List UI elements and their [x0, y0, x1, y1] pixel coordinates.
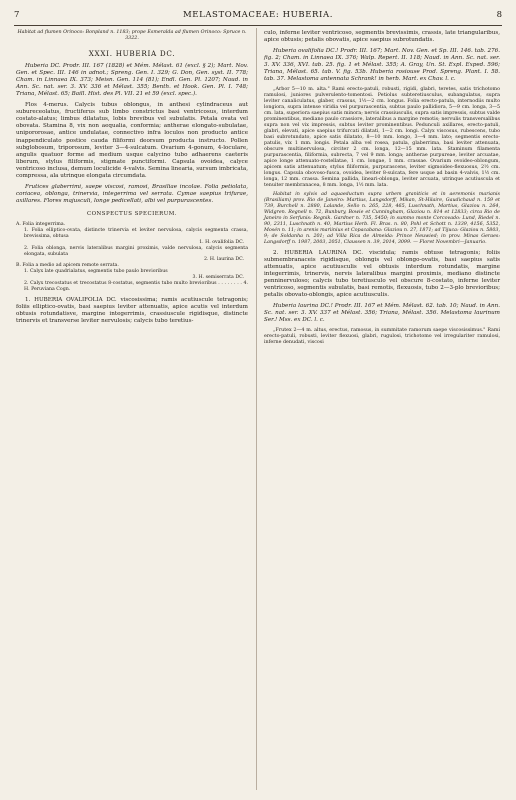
page-number-left: 7: [14, 10, 20, 20]
key-line: 2. Folia oblonga, nervis lateralibus margini proximis, valde nervulosa, calycis segmenta elongata, subulata: [24, 245, 248, 257]
right-column: [264, 30, 500, 349]
key-line: 1. Calyx late quadrialatus, segmentis tubo paulo brevioribus: [24, 269, 168, 275]
left-column: [16, 30, 248, 329]
key-line: 1. H. ovalifolia DC.: [199, 239, 244, 245]
key-line: 2. Calyx trecostatus et trecostatus 8-costatus, segmentis tubo multo brevioribus . . . . . . . . 4. H. Peruviana Cogn.: [24, 281, 248, 292]
species-2-detailed-description: „Frutex 2—4 m. altus, erectus, ramosus, in summitate ramorum saepe viscosissimus." Rami erecto-patuli, robusti, leviter flexuosi, glabri, rugulosi, trichotomo vel irregulariter ramulosi, inferne denudati, viscosi: [264, 327, 500, 345]
key-line: B. Folia a medio ad apicem remote serrata.: [16, 263, 119, 269]
species-key: [16, 222, 248, 293]
genus-description: Flos 4-merus. Calycis tubus oblongus, in anthesi cylindraceus aut subureceolatus, fructiferus sub limbo constrictus basi ventricosus, interdum costato-alatus; limbus dilatatus, lobis brevibus vel subulatis. Petala ovata vel obovata. Stamina 8, vix non aequalia, conformia; antherae elongato-subulatae, unipororosae, antice undulatae, connectivo infra loculos non producto antice inappendiculato postice cauda filiformi deorsum producta instructo. Pollen subglobosum, triporosum, leviter 3—4-sulcatum. Ovarium 4-gonum, 4-loculare, angulis quatuor forme ad medium usque calycino tubo adhaerens caeteris liberum, stylus filiformis, stigmate punctiformi. Capsula ovoidea, calyce ventricoso inclusa, demum loculicide 4-valvis. Semina linearia, sursum imbricata, compressa, ala utrinque elongata circumdata.: [16, 102, 248, 179]
species-2-description: 2. HUBERIA LAURINA DC. viscidula; ramis obtuse tetragonis; foliis submembranaceis rigidisque, oblongis vel oblongo-ovatis, basi saepius satis attenuatis, apice acutiusculis vel obtusis interdum rotundatis, margine integerrimis, trinervis, nervis lateralibus margini proximis, mediano distincte penninervuloso; calycis tubo teretiusculo vel obscure 8-costato, inferne leviter ventricoso, segmentis subulatis, basi remotis, flexuosis, tubo 2—3-plo brevioribus; petalis obovato-oblongis, apice acutiusculis.: [264, 249, 500, 299]
page-number-right: 8: [496, 10, 502, 20]
species-2-synonymy: Huberia laurina DC.! Prodr. III. 167 et Mém. Mélast. 62. tab. 10; Naud. in Ann. Sc. nat. ser. 3. XV. 337 et Mélast. 356; Triana, Mélast. 356. Melastoma laurinum Ser.! Mss. ex DC. l. c.: [264, 302, 500, 323]
species-1-detailed-description: „Arbor 5—10 m. alta." Rami erecto-patuli, robusti, rigidi, glabri, teretes, satis trichotomo ramulosi, juniores pulverulento-tomentosi. Petiolus subteretiusculus, subangulatus, supra leviter canaliculatus, glaber, crassus, 1½—2 cm. longus. Folia erecto-patula, internodiis multo longiora, supra intense viridia vel purpurascentia, subtus paulo pallidiora, 5—9 cm. longa, 3—5 cm. lata, superiora saepius satis minora; nervis crassiusculis, supra satis impressis, subtus valde prominentibus, mediano paulo crassiore, lateralibus a margine remotis; nervulis transversalibus supra non vel vix impressis, subtus leviter prominentibus. Pedunculi axillares, erecto-patuli, glabri, elevati, apice saepius trifurcati dilatati, 1—2 cm. longi. Calyx viscosus, rubescens, tubo basi subrotundato, apice satis dilatato, 8—10 mm. longo, 3—4 mm. lato; segmentis erecto-patulis, vix 1 mm. longis. Petala alba vel rosea, patula, glaberrima, basi leviter attenuata, obscure multinervulosa, circiter 2 cm. longa, 12—15 mm. lata. Staminum filamenta purpurascentia, filiformia, subrecta, 7 vel 9 mm. longa; antherae purpureae, leviter arcuatae, apice longe attenuato-rostellatae, 1 cm. longae, 1 mm. crassae. Ovarium ovoideo-oblongum, apicem satis attenuatum; stylus filiformis, purpurascens, leviter sigmoideo-flexuosus, 2½ cm. longus. Capsula obovoso-fusca, ovoidea, leviter 8-sulcata, fere usque ad basin 4-valvis, 1½ cm. longa, 12 mm. crassa. Semina pallida, lineari-oblonga, leviter arcuata, utrinque acutiuscula et tenuiter membranacea, 8 mm. longa, 1½ mm. lata.: [264, 86, 500, 188]
key-line: 1. Folia elliptico-ovata, distincte trinervia et leviter nervulosa, calycis segmenta crassa, brevissima, obtusa: [24, 227, 248, 239]
species-1-continuation: culo, inferne leviter ventricoso, segmentis brevissimis, crassis, late triangularibus, apice obtusis; petalis obovatis, apice saepius subrotundatis.: [264, 30, 500, 44]
conspectus-heading: CONSPECTUS SPECIERUM.: [87, 210, 177, 217]
column-divider: [256, 28, 257, 790]
key-line: A. Folia integerrima.: [16, 221, 66, 227]
species-1-habitat: Habitat in sylvis ad aquaeductum supra urbem graniticis et in aeremonis marianis (Brasiliam) prov. Rio de Janeiro: Martius, Langsdorff, Mikan, St-Hilaire, Gaudichaud n. 159 et 739, Burchell n. 2880, Lalande, Sello n. 265, 228, 465, Luschnath, Martius, Glaziou n. 264, Widgren. Regnell n. 72, Bunbury, Bowie et Cunningham, Glaziou n. 814 et 12833; circa Rio de Janeiro in Serfunis: Regnik. Gardner n. 735, 5450; in summo monte Corcovado: Lund, Riedel n. 90, 2311, Luschnath n. 40, Martius Herb. Fl. Bras. n. 80, Pohl et Schott n. 1339, 4156, 5352, Mosén n. 11; in arenis mariinius et Copacabana: Glaziou n. 27, 1871; ad Tijuca: Glaziou n. 5803, 9; de Soldanha n. 201; ad Villa Rica de Almeida: Prince Neuwied; in prov. Minas Geraes: Langsdorff n. 1987, 2003, 2051, Claussen n. 39, 2014, 3099. — Floret Novembri—Januario.: [264, 192, 500, 246]
key-line: 3. H. semiserrata DC.: [192, 275, 244, 281]
previous-species-habitat: Habitat ad flumen Orinoco: Bonpland n. 1183; prope Esmeralda ad flumen Orinoco: Spruce n. 3322.: [17, 30, 247, 41]
genus-heading: XXXI. HUBERIA DC.: [88, 49, 176, 58]
key-line: 2. H. laurina DC.: [203, 257, 244, 263]
running-header: [14, 8, 502, 22]
running-title: MELASTOMACEAE: HUBERIA.: [182, 10, 334, 20]
species-1-description: 1. HUBERIA OVALIFOLIA DC. viscosissima; ramis acutiuscule tetragonis; foliis elliptico-ovatis, basi saepius leviter attenuatis, apice acutis vel interdum obtusis rotundatisve, margine integerrimis, crassiuscule rigidisque, distincte trinervis et transverse leviter nervulosis; calycis tubo teretius-: [16, 296, 248, 325]
genus-synonymy: Huberia DC. Prodr. III. 167 (1828) et Mém. Mélast. 61 (excl. § 2); Mart. Nov. Gen. et Spec. III. 146 in adnot.; Spreng. Gen. I. 329; G. Don, Gen. syst. II. 778; Cham. in Linnaea IX. 373; Meisn. Gen. 114 (81); Endl. Gen. Pl. 1207; Naud. in Ann. Sc. nat. ser. 3. XV. 336 et Mélast. 355; Benth. et Hook. Gen. Pl. I. 748; Triana, Mélast. 65; Baill. Hist. des Pl. VII. 21 et 59 (excl. spec.).: [16, 63, 248, 98]
header-rule: [14, 25, 502, 26]
species-1-synonymy: Huberia ovalifolia DC.! Prodr. III. 167; Mart. Nov. Gen. et Sp. III. 146. tab. 276. fig. 2; Cham. in Linnaea IX. 376; Walp. Repert. II. 118; Naud. in Ann. Sc. nat. ser. 3. XV. 336, XVI. tab. 25. fig. 1 et Mélast. 355; A. Gray, Un. St. Expl. Exped. 596; Triana, Mélast. 65. tab. V. fig. 53b. Huberia rosiouse Prod. Spreng. Plant. I. 58. tab. 37. Melastoma antennata Schrank! in herb. Mart. ex Chav. l. c.: [264, 47, 500, 83]
habit-description: Frutices glaberrimi, saepe viscosi, ramosi, Brasiliae incolae. Folia petiolata, coriacea, oblonga, trinervia, integerrima vel serrata. Cymae saepius trifurae, axillares. Flores majusculi, longe pedicellati, albi vel purpurascentes.: [16, 183, 248, 204]
